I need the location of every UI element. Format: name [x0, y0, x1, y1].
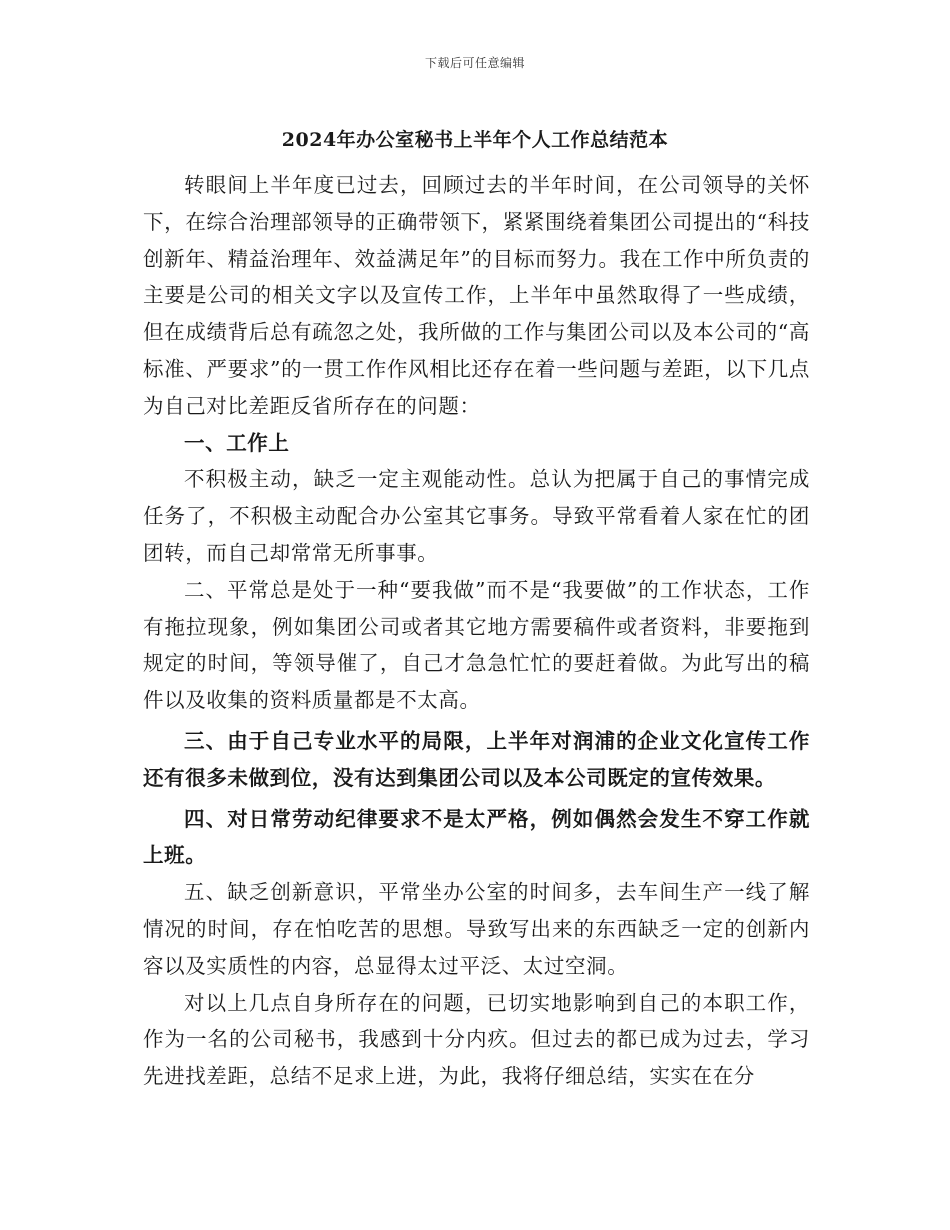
- paragraph-point-5: 五、缺乏创新意识，平常坐办公室的时间多，去车间生产一线了解情况的时间，存在怕吃苦的思想。导致写出来的东西缺乏一定的创新内容以及实质性的内容，总显得太过平泛、太过空洞。: [143, 880, 810, 978]
- document-body: [143, 167, 810, 1095]
- header-note: 下载后可任意编辑: [424, 56, 525, 70]
- paragraph-point-2: 二、平常总是处于一种“要我做”而不是“我要做”的工作状态，工作有拖拉现象，例如集团公司或者其它地方需要稿件或者资料，非要拖到规定的时间，等领导催了，自己才急急忙忙的要赶着做。为此写出的稿件以及收集的资料质量都是不太高。: [143, 577, 810, 713]
- paragraph-point-4: 四、对日常劳动纪律要求不是太严格，例如偶然会发生不穿工作就上班。: [143, 806, 810, 868]
- section-heading-work: 一、工作上: [184, 430, 290, 455]
- paragraph-intro: 转眼间上半年度已过去，回顾过去的半年时间，在公司领导的关怀下，在综合治理部领导的正确带领下，紧紧围绕着集团公司提出的“科技创新年、精益治理年、效益满足年”的目标而努力。我在工作中所负责的主要是公司的相关文字以及宣传工作，上半年中虽然取得了一些成绩，但在成绩背后总有疏忽之处，我所做的工作与集团公司以及本公司的“高标准、严要求”的一贯工作作风相比还存在着一些问题与差距，以下几点为自己对比差距反省所存在的问题：: [143, 173, 810, 418]
- paragraph-point-1: 不积极主动，缺乏一定主观能动性。总认为把属于自己的事情完成任务了，不积极主动配合办公室其它事务。导致平常看着人家在忙的团团转，而自己却常常无所事事。: [143, 467, 810, 565]
- document-title: 2024年办公室秘书上半年个人工作总结范本: [281, 129, 669, 151]
- paragraph-conclusion: 对以上几点自身所存在的问题，已切实地影响到自己的本职工作，作为一名的公司秘书，我感到十分内疚。但过去的都已成为过去，学习先进找差距，总结不足求上进，为此，我将仔细总结，实实在在分: [143, 990, 810, 1089]
- paragraph-point-3: 三、由于自己专业水平的局限，上半年对润浦的企业文化宣传工作还有很多未做到位，没有达到集团公司以及本公司既定的宣传效果。: [143, 728, 810, 790]
